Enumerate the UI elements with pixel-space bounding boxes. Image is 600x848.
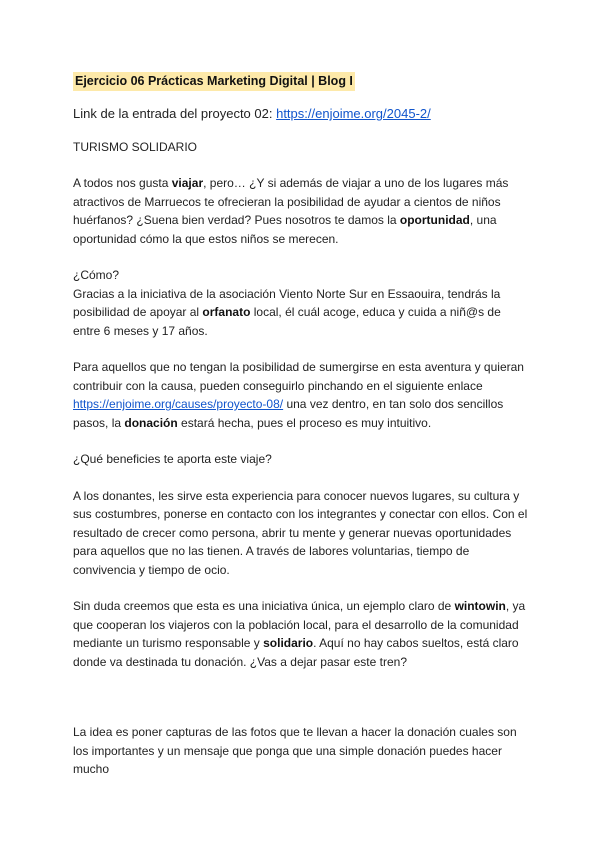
bold-run: viajar [171,176,204,190]
text-run: . Aquí no hay cabos sueltos, está claro donde va destinada tu donación. ¿Vas a dejar pasar este tren? [73,636,519,669]
text-run: , ya que cooperan los viajeros con la población local, para el desarrollo de la comunidad mediante un turismo responsable y [73,599,526,650]
paragraph-note: La idea es poner capturas de las fotos que te llevan a hacer la donación cuales son los importantes y un mensaje que ponga que una simple donación puedes hacer mucho [73,725,517,776]
paragraph-intro [73,174,530,248]
paragraph-benefits: A los donantes, les sirve esta experiencia para conocer nuevos lugares, su cultura y sus costumbres, ponerse en contacto con los integrantes y conectar con ellos. Con el resultado de crecer como persona, abrir tu mente y generar nuevas oportunidades para aquellos que no las tienen. A través de labores voluntarias, tiempo de convivencia y tiempo de ocio. [73,488,528,577]
text-run: Para aquellos que no tengan la posibilidad de sumergirse en esta aventura y quieran contribuir con la causa, pueden conseguirlo pinchando en el siguiente enlace [73,360,524,393]
text-run: Gracias a la iniciativa de la asociación Viento Norte Sur en Essaouira, tendrás la posibilidad de apoyar al [73,286,501,319]
question-line: ¿Cómo? [73,268,120,282]
paragraph-como [73,266,530,340]
paragraph-wintowin [73,597,530,671]
section-heading: TURISMO SOLIDARIO [73,139,198,154]
project-link[interactable]: https://enjoime.org/2045-2/ [276,106,431,121]
text-run: A todos nos gusta [73,176,172,190]
bold-run: solidario [263,636,314,650]
text-run: una vez dentro, en tan solo dos sencillos pasos, la [73,397,504,430]
bold-run: orfanato [202,305,251,319]
text-run: local, él cuál acoge, educa y cuida a niñ@s de entre 6 meses y 17 años. [73,305,501,338]
bold-run: donación [124,415,178,430]
text-run: , pero… ¿Y si además de viajar a uno de los lugares más atractivos de Marruecos te ofrecieran la posibilidad de ayudar a cientos de niños huérfanos? ¿Suena bien verdad? Pues nosotros te damos la [73,176,509,227]
text-run: , una oportunidad cómo la que estos niños se merecen. [73,213,497,246]
paragraph-donation-link [73,358,530,432]
text-run: Sin duda creemos que esta es una iniciativa única, un ejemplo claro de [73,599,455,613]
text-run: estará hecha, pues el proceso es muy intuitivo. [177,415,432,430]
paragraph-question: ¿Qué beneficies te aporta este viaje? [73,452,272,466]
blank-space [73,689,530,723]
project-link-label: Link de la entrada del proyecto 02: [73,106,277,121]
project-link-line [73,105,530,124]
document-title: Ejercicio 06 Prácticas Marketing Digital | Blog I [73,72,355,91]
bold-run: oportunidad [399,213,470,227]
donation-link[interactable]: https://enjoime.org/causes/proyecto-08/ [73,397,284,411]
bold-run: wintowin [454,599,506,613]
